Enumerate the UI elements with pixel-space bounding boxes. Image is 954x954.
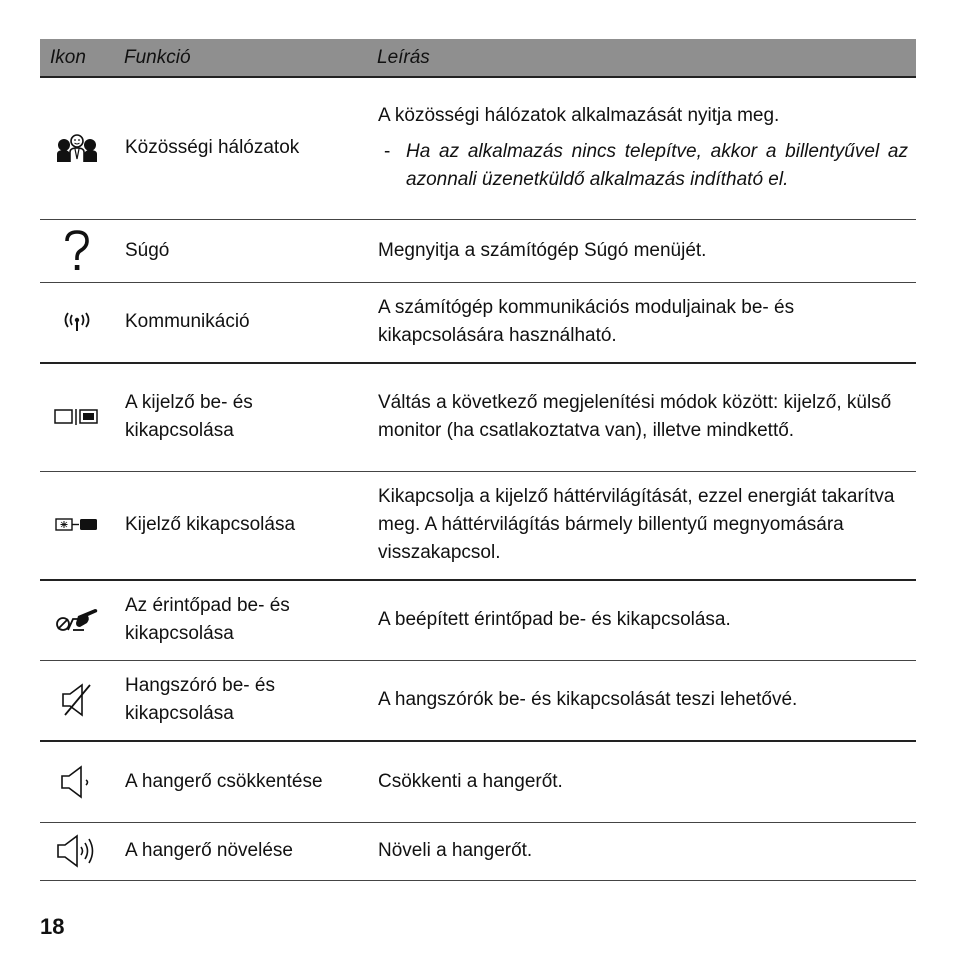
social-network-icon <box>55 133 99 163</box>
function-name: Súgó <box>114 219 367 282</box>
header-function: Funkció <box>114 39 367 77</box>
table-header-row <box>40 39 916 77</box>
function-name: Kommunikáció <box>114 282 367 363</box>
table-row <box>40 741 916 822</box>
function-name: Kijelző kikapcsolása <box>114 471 367 580</box>
function-description: A közösségi hálózatok alkalmazását nyitja meg. <box>378 105 780 127</box>
page-number: 18 <box>40 914 65 939</box>
function-description: Csökkenti a hangerőt. <box>367 741 916 822</box>
table-row <box>40 282 916 363</box>
wireless-icon <box>60 312 94 332</box>
function-description: A hangszórók be- és kikapcsolását teszi lehetővé. <box>367 660 916 741</box>
table-row <box>40 471 916 580</box>
table-row <box>40 219 916 282</box>
touchpad-toggle-icon <box>54 607 100 633</box>
display-off-icon <box>55 517 99 533</box>
help-icon <box>62 229 92 273</box>
function-description: A beépített érintőpad be- és kikapcsolása. <box>367 580 916 660</box>
function-description: A számítógép kommunikációs moduljainak be- és kikapcsolására használható. <box>367 282 916 363</box>
volume-up-icon <box>55 833 99 869</box>
table-row <box>40 77 916 219</box>
function-name: A hangerő csökkentése <box>114 741 367 822</box>
table-row <box>40 660 916 741</box>
speaker-mute-icon <box>60 682 94 718</box>
function-key-table <box>40 39 916 881</box>
display-toggle-icon <box>54 408 100 426</box>
function-name: Hangszóró be- és kikapcsolása <box>114 660 367 741</box>
function-name: A kijelző be- és kikapcsolása <box>114 363 367 471</box>
function-name: A hangerő növelése <box>114 822 367 880</box>
function-name: Közösségi hálózatok <box>114 77 367 219</box>
function-description: Kikapcsolja a kijelző háttérvilágítását, ezzel energiát takarítva meg. A háttérvilágítás bármely billentyű megnyomására visszakapcsol. <box>367 471 916 580</box>
header-icon: Ikon <box>40 39 114 77</box>
table-row <box>40 363 916 471</box>
function-description: Megnyitja a számítógép Súgó menüjét. <box>367 219 916 282</box>
install-note <box>378 138 908 194</box>
function-name: Az érintőpad be- és kikapcsolása <box>114 580 367 660</box>
table-row <box>40 580 916 660</box>
note-dash: - <box>384 141 391 163</box>
table-row <box>40 822 916 880</box>
header-description: Leírás <box>367 39 916 77</box>
function-description: Növeli a hangerőt. <box>367 822 916 880</box>
volume-down-icon <box>59 764 95 800</box>
function-description: Váltás a következő megjelenítési módok között: kijelző, külső monitor (ha csatlakoztatva van), illetve mindkettő. <box>367 363 916 471</box>
note-text: Ha az alkalmazás nincs telepítve, akkor a billentyűvel az azonnali üzenetküldő alkalmazás indítható el. <box>406 141 908 191</box>
